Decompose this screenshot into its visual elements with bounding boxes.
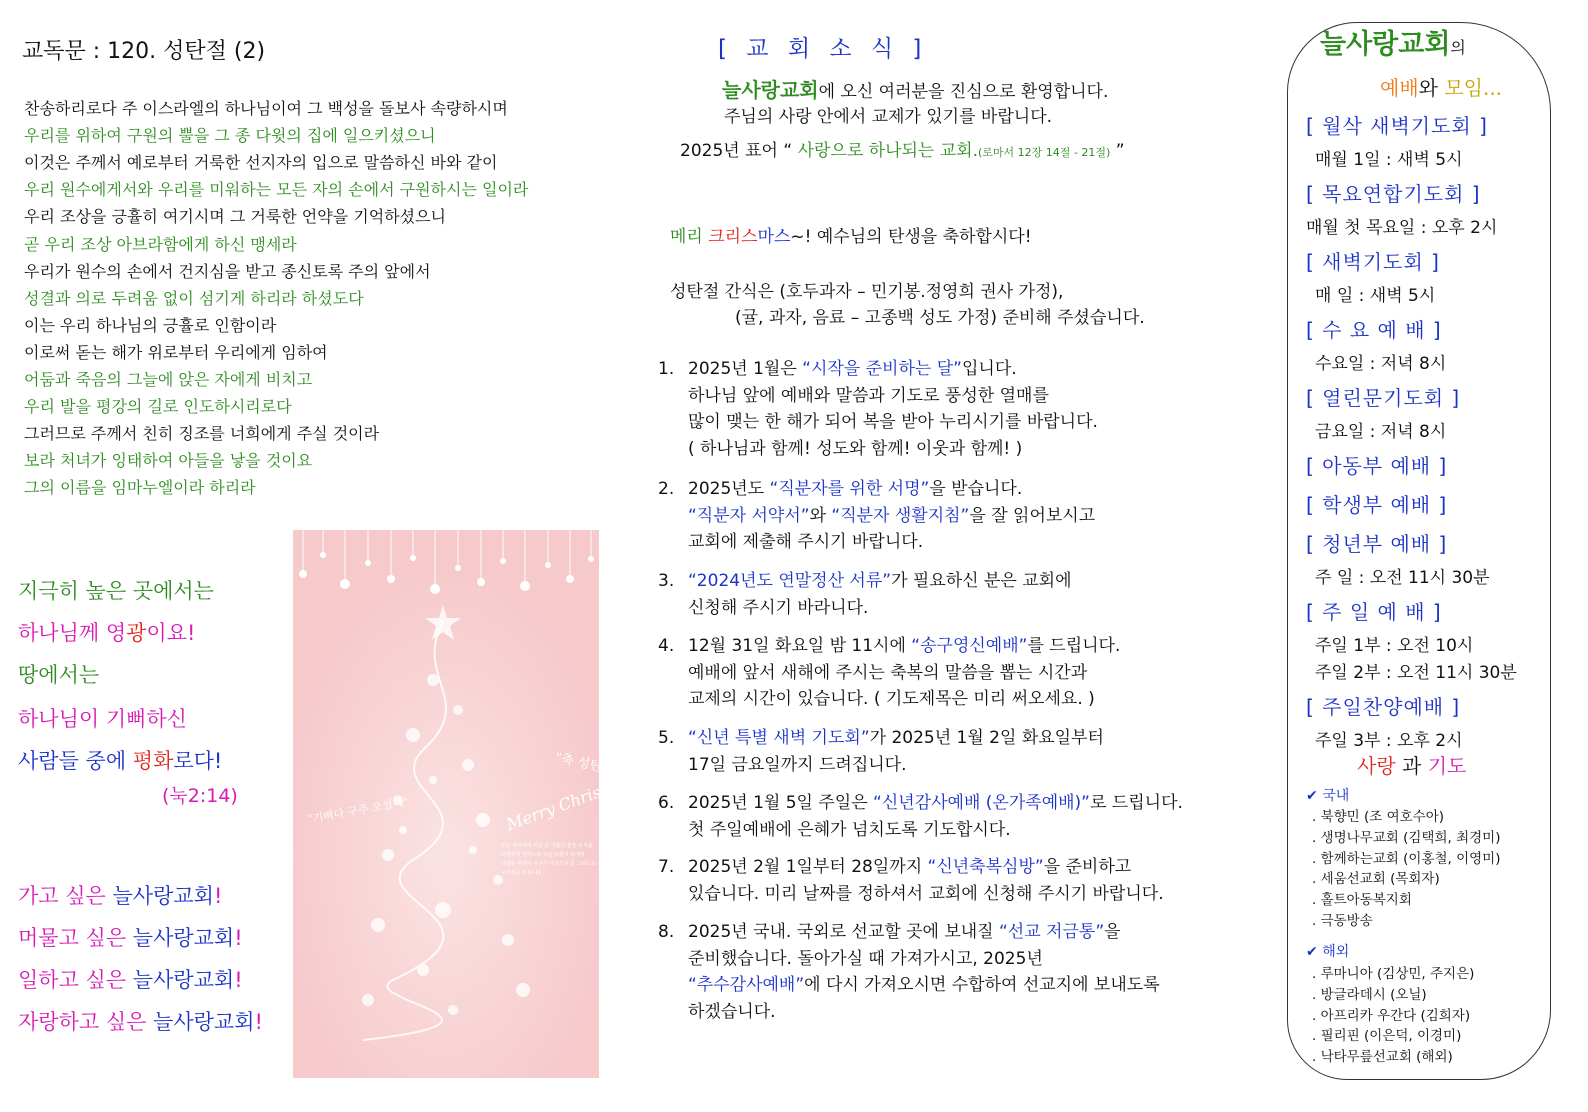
worship-section-title: [ 새벽기도회 ]: [1306, 250, 1440, 274]
reading-line: 이로써 돋는 해가 위로부터 우리에게 임하여: [24, 342, 328, 362]
welcome-line-1: 늘사랑교회에 오신 여러분을 진심으로 환영합니다.: [722, 78, 1109, 102]
prayer-item: . 생명나무교회 (김택희, 최경미): [1312, 829, 1501, 846]
christmas-card-image: [293, 530, 641, 1078]
announcement-item: 3. “2024년도 연말정산 서류”가 필요하신 분은 교회에 신청해 주시기 바라니다.: [658, 568, 1072, 621]
worship-time: 주일 3부 : 오후 2시: [1315, 731, 1463, 751]
slogan-line: 일하고 싶은 늘사랑교회!: [18, 968, 243, 992]
announcement-number: 8.: [658, 922, 675, 942]
verse-line-3: 땅에서는: [18, 663, 100, 687]
prayer-item: . 북향민 (조 여호수아): [1312, 809, 1445, 825]
announcement-item: 4. 12월 31일 화요일 밤 11시에 “송구영신예배”를 드립니다. 예배에 앞서 새해에 주시는 축복의 말씀을 뽑는 시간과 교제의 시간이 있습니다. ( 기도제목은 미리 써오세요. ): [658, 633, 1120, 713]
verse-reference: (눅2:14): [162, 785, 238, 807]
prayer-item: . 세움선교회 (목회자): [1312, 871, 1440, 888]
announcement-number: 2.: [658, 479, 675, 499]
reading-line: 우리 원수에게서와 우리를 미워하는 모든 자의 손에서 구원하시는 일이라: [24, 180, 529, 200]
card-merry-christmas: Merry Christmas: [503, 768, 641, 835]
reading-line: 찬송하리로다 주 이스라엘의 하나님이여 그 백성을 돌보사 속량하시며: [24, 99, 508, 118]
reading-line: 우리 발을 평강의 길로 인도하시리로다: [24, 397, 292, 417]
card-blessing: "기뻐다 구주 오셨네": [306, 795, 410, 826]
reading-line: 어둠과 죽음의 그늘에 앉은 자에게 비치고: [24, 370, 313, 389]
slogan-line: 가고 싶은 늘사랑교회!: [18, 884, 223, 908]
snack-line-1: 성탄절 간식은 (호두과자 – 민기봉.정영희 권사 가정),: [670, 282, 1064, 302]
check-icon: ✔: [1306, 944, 1318, 960]
announcement-number: 6.: [658, 793, 675, 813]
card-small-text: 모든 백성에게 미칠 큰 기쁨의 좋은 소식을 너희에게 전하노라 오늘 다윗의 동네에 너희를 위하여 구주가 나셨으니 곧 그리스도 주시니라 누가복음 2:10-11: [501, 843, 617, 876]
worship-time: 매월 1일 : 새벽 5시: [1315, 150, 1463, 170]
reading-line: 그러므로 주께서 친히 징조를 너희에게 주실 것이라: [24, 424, 380, 444]
reading-line: 성결과 의로 두려움 없이 섬기게 하리라 하셨도다: [24, 288, 364, 308]
verse-line-1: 지극히 높은 곳에서는: [18, 579, 214, 603]
slogan-line: 머물고 싶은 늘사랑교회!: [18, 926, 243, 950]
announcement-item: 1. 2025년 1월은 “시작을 준비하는 달”입니다. 하나님 앞에 예배와 말씀과 기도로 풍성한 열매를 많이 맺는 한 해가 되어 복을 받아 누리시기를 바랍니다. ( 하나님과 함께! 성도와 함께! 이웃과 함께! ): [658, 356, 1098, 462]
announcement-item: 7. 2025년 2월 1일부터 28일까지 “신년축복심방”을 준비하고 있습니다. 미리 날짜를 정하셔서 교회에 신청해 주시기 바랍니다.: [658, 854, 1164, 907]
reading-line: 우리 조상을 긍휼히 여기시며 그 거룩한 언약을 기억하셨으니: [24, 207, 447, 227]
worship-section-title: [ 열린문기도회 ]: [1306, 386, 1461, 410]
snack-line-2: (귤, 과자, 음료 – 고종백 성도 가정) 준비해 주셨습니다.: [735, 308, 1145, 328]
prayer-item: . 필리핀 (이은덕, 이경미): [1312, 1028, 1462, 1045]
announcement-number: 4.: [658, 636, 675, 656]
announcement-number: 5.: [658, 728, 675, 748]
prayer-item: . 루마니아 (김상민, 주지은): [1312, 966, 1475, 982]
welcome-line-2: 주님의 사랑 안에서 교제가 있기를 바랍니다.: [724, 107, 1053, 127]
worship-section-title: [ 학생부 예배 ]: [1306, 493, 1448, 517]
verse-line-2: 하나님께 영광이요!: [18, 621, 196, 645]
worship-section-title: [ 주 일 예 배 ]: [1306, 600, 1442, 624]
announcement-item: 6. 2025년 1월 5일 주일은 “신년감사예배 (온가족예배)”로 드립니다. 첫 주일예배에 은혜가 넘치도록 기도합시다.: [658, 790, 1183, 843]
worship-section-title: [ 월삭 새벽기도회 ]: [1306, 114, 1488, 138]
check-icon: ✔: [1306, 788, 1318, 804]
announcement-item: 5. “신년 특별 새벽 기도회”가 2025년 1월 2일 화요일부터 17일 금요일까지 드려집니다.: [658, 725, 1104, 778]
worship-time: 매월 첫 목요일 : 오후 2시: [1306, 218, 1498, 238]
worship-time: 매 일 : 새벽 5시: [1315, 286, 1436, 306]
worship-section-title: [ 목요연합기도회 ]: [1306, 182, 1481, 206]
merry-christmas-line: 메리 크리스마스~! 예수님의 탄생을 축하합시다!: [670, 227, 1032, 247]
worship-section-title: [ 수 요 예 배 ]: [1306, 318, 1442, 342]
reading-line: 이것은 주께서 예로부터 거룩한 선지자의 입으로 말씀하신 바와 같이: [24, 153, 498, 173]
announcement-number: 1.: [658, 359, 675, 379]
reading-line: 이는 우리 하나님의 긍휼로 인함이라: [24, 315, 277, 335]
reading-line: 보라 처녀가 잉태하여 아들을 낳을 것이요: [24, 451, 313, 471]
verse-line-5: 사람들 중에 평화로다!: [18, 749, 223, 773]
news-title: [ 교 회 소 식 ]: [718, 36, 928, 62]
slogan-line: 자랑하고 싶은 늘사랑교회!: [18, 1010, 263, 1034]
worship-time: 수요일 : 저녁 8시: [1315, 354, 1447, 374]
worship-section-title: [ 아동부 예배 ]: [1306, 454, 1448, 478]
prayer-item: . 방글라데시 (오닐): [1312, 986, 1427, 1003]
reading-line: 우리가 원수의 손에서 건지심을 받고 종신토록 주의 앞에서: [24, 261, 431, 281]
verse-line-4: 하나님이 기뻐하신: [18, 707, 187, 731]
reading-line: 곧 우리 조상 아브라함에게 하신 맹세라: [24, 234, 297, 254]
prayer-item: . 아프리카 우간다 (김희자): [1312, 1007, 1471, 1024]
worship-time: 주 일 : 오전 11시 30분: [1315, 568, 1490, 588]
reading-line: 우리를 위하여 구원의 뿔을 그 종 다윗의 집에 일으키셨으니: [24, 126, 436, 146]
prayer-domestic-label: ✔ 국내: [1306, 788, 1350, 804]
reading-line: 그의 이름을 임마누엘이라 하리라: [24, 478, 256, 498]
worship-section-title: [ 청년부 예배 ]: [1306, 532, 1448, 556]
card-greeting: "축 성탄": [553, 750, 610, 777]
prayer-title: 사랑 과 기도: [1357, 754, 1467, 778]
prayer-item: . 극동방송: [1312, 913, 1373, 929]
worship-panel-subtitle: 예배와 모임...: [1380, 76, 1503, 100]
prayer-item: . 함께하는교회 (이홍철, 이영미): [1312, 850, 1501, 867]
worship-panel-title: 늘사랑교회의: [1320, 29, 1466, 60]
worship-time: 금요일 : 저녁 8시: [1315, 422, 1447, 442]
worship-section-title: [ 주일찬양예배 ]: [1306, 695, 1461, 719]
worship-time: 주일 1부 : 오전 10시: [1315, 636, 1474, 656]
announcement-number: 7.: [658, 857, 675, 877]
announcement-item: 2. 2025년도 “직분자를 위한 서명”을 받습니다. “직분자 서약서”와 “직분자 생활지침”을 잘 읽어보시고 교회에 제출해 주시기 바랍니다.: [658, 476, 1095, 556]
motto: 2025년 표어 “ 사랑으로 하나되는 교회.(로마서 12장 14절 - 21절) ”: [680, 141, 1125, 161]
prayer-overseas-label: ✔ 해외: [1306, 944, 1350, 960]
announcement-item: 8. 2025년 국내. 국외로 선교할 곳에 보내질 “선교 저금통”을 준비했습니다. 돌아가실 때 가져가시고, 2025년 “추수감사예배”에 다시 가져오시면 수합하여 선교지에 보내도록 하겠습니다.: [658, 919, 1160, 1025]
reading-title: 교독문 : 120. 성탄절 (2): [22, 39, 266, 64]
prayer-item: . 홀트아동복지회: [1312, 892, 1412, 909]
worship-time: 주일 2부 : 오전 11시 30분: [1315, 663, 1517, 683]
prayer-item: . 낙타무릎선교회 (해외): [1312, 1049, 1453, 1066]
announcement-number: 3.: [658, 571, 675, 591]
